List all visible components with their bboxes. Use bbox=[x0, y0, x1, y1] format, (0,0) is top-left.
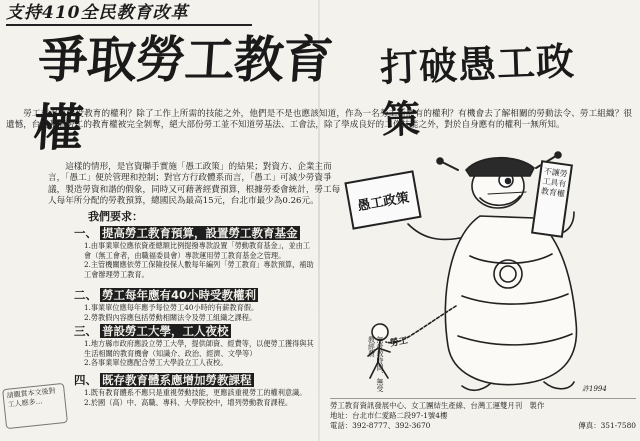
anti-education-book: 愚工政策 bbox=[344, 170, 421, 229]
demand-3-number: 三、 bbox=[74, 324, 97, 338]
demand-2-item-2: 2.勞教假內容應包括勞動相關法令及勞工組織之課程。 bbox=[84, 312, 257, 322]
demand-2-item-1: 1.事業單位應每年應予每位勞工40小時的有薪教育假。 bbox=[84, 303, 259, 312]
demand-3-heading bbox=[74, 324, 314, 338]
demand-3-title: 普設勞工大學，工人夜校 bbox=[102, 324, 229, 338]
worker-complaint: 無受教時間、無受教經費 bbox=[367, 336, 384, 392]
demand-2-title: 勞工每年應有40小時受教權利 bbox=[102, 288, 257, 302]
demand-2-number: 二、 bbox=[74, 288, 97, 302]
main-headline: 爭取勞工教育權 bbox=[31, 31, 335, 157]
demand-4-item-1: 1.既有教育體系不應只是重視勞動技能，更應該重視勞工的權利意識。 bbox=[84, 388, 307, 397]
demand-1-title: 提高勞工教育預算，設置勞工教育基金 bbox=[102, 226, 298, 240]
demand-1-item-2: 2.主管機關應依勞工保險投保人數每年編列「勞工教育」專款預算，補助工會辦理勞工教育。 bbox=[84, 260, 314, 279]
fax-line: 傳真：351-7580 bbox=[578, 421, 636, 430]
sub-headline: 打破愚工政策 bbox=[379, 39, 576, 142]
demand-3-item-1: 1.地方縣市政府應設立勞工大學，提供師資、經費等，以便勞工獲得與其生活相關的教育機會（知識介、政治、經濟、文學等） bbox=[84, 339, 314, 358]
phone-line: 電話：392-8777、392-3670 bbox=[330, 421, 431, 430]
worker-label: 勞工 bbox=[389, 336, 409, 350]
demand-4-heading bbox=[74, 373, 314, 387]
campaign-banner: 支持410全民教育改革 bbox=[6, 2, 252, 26]
producer-line: 勞工教育資訊發展中心、女工團結生產線、台灣工運雙月刊 製作 bbox=[330, 401, 545, 410]
demand-4-item-2: 2.於國（高）中、高職、專科、大學院校中，增列勞動教育課程。 bbox=[84, 397, 293, 407]
demand-4-list bbox=[74, 388, 314, 407]
demands-heading: 我們要求： bbox=[88, 210, 143, 223]
intro-paragraph: 勞工有沒有接受教育的權利？除了工作上所需的技能之外，他們是不是也應該知道，作為一名勞工所應有的權利？有機會去了解相關的勞動法令、勞工組織？很遺憾，台灣基層勞工的教育權被完全剝奪，絕大部份勞工並不知道勞基法、工會法，除了學成良好的工作技能之外，對於自身應有的權利一無所知。 bbox=[6, 108, 632, 131]
artist-signature: 許1994 bbox=[582, 385, 607, 393]
demand-4 bbox=[74, 373, 314, 407]
demand-2 bbox=[74, 288, 314, 322]
demand-2-list bbox=[74, 303, 314, 322]
demand-1-item-1: 1.由事業單位應依資產總額比例提撥專款設置「勞動教育基金」，並由工會（無工會者，由職福委員會）專款運用勞工教育基金之管理。 bbox=[84, 241, 311, 260]
policy-paragraph: 這樣的情形，是官資聯手實施「愚工政策」的結果；對資方、企業主而言，「愚工」便於管理和控制；對官方行政體系而言，「愚工」可減少勞資爭議，製造勞資和諧的假象，同時又可藉著經費預算，根據勞委會統計，勞工每人每年所分配的勞教預算，總國民為最高15元，台北市最少為0.26元。 bbox=[48, 161, 341, 207]
demand-3-item-2: 2.各事業單位應配合勞工大學設立工人夜校。 bbox=[84, 358, 228, 367]
demand-1-number: 一、 bbox=[74, 226, 97, 240]
contact-row bbox=[330, 421, 636, 431]
demand-4-title: 既存教育體系應增加勞教課程 bbox=[102, 373, 252, 387]
organizer-footer bbox=[330, 398, 636, 438]
demand-1-list bbox=[74, 241, 314, 279]
demand-3 bbox=[74, 324, 314, 368]
demand-1-heading bbox=[74, 226, 314, 240]
demand-3-list bbox=[74, 339, 314, 368]
demand-1 bbox=[74, 226, 314, 279]
handwritten-stamp: 請觀賞本文後對工人應多… bbox=[2, 383, 68, 429]
demand-2-heading bbox=[74, 288, 314, 302]
demand-4-number: 四、 bbox=[74, 373, 97, 387]
no-education-rights-book: 不讓勞工具有教育權 bbox=[531, 160, 573, 238]
address-line: 地址：台北市仁愛路二段97-1號4樓 bbox=[330, 411, 448, 420]
